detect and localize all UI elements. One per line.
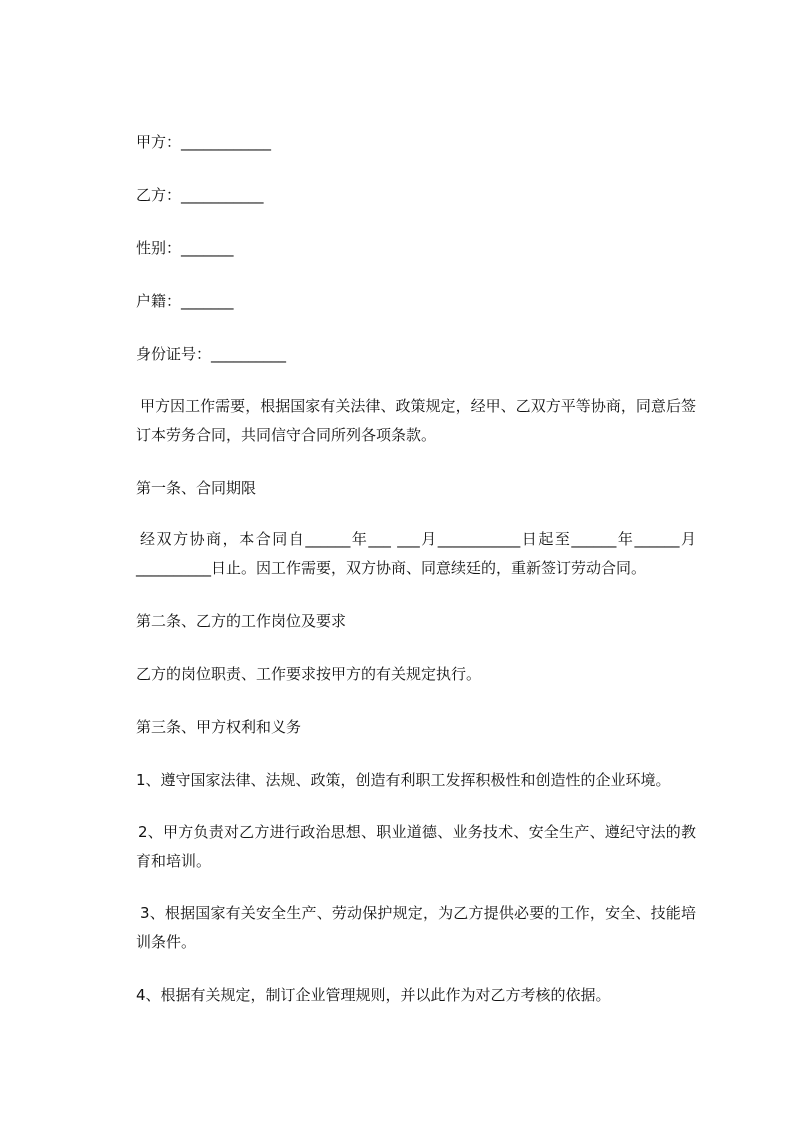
article-3-item-4: 4、根据有关规定，制订企业管理规则，并以此作为对乙方考核的依据。 [136,986,611,1004]
article-1-title: 第一条、合同期限 [136,479,257,497]
article-2-title: 第二条、乙方的工作岗位及要求 [136,612,347,630]
article-2-body: 乙方的岗位职责、工作要求按甲方的有关规定执行。 [136,665,482,683]
article-3-item-1: 1、遵守国家法律、法规、政策，创造有利职工发挥积极性和创造性的企业环境。 [136,771,671,789]
article-3-item-2: 2、甲方负责对乙方进行政治思想、职业道德、业务技术、安全生产、遵纪守法的教育和培训。 [136,823,696,870]
gender-field: 性别：_______ [136,239,234,257]
intro-paragraph: 甲方因工作需要，根据国家有关法律、政策规定，经甲、乙双方平等协商，同意后签订本劳务合同，共同信守合同所列各项条款。 [136,397,696,444]
party-b-field: 乙方：___________ [136,186,264,204]
household-field: 户籍：_______ [136,292,234,310]
article-1-body: 经双方协商，本合同自______年___ ___月___________日起至______年______月__________日止。因工作需要，双方协商、同意续廷的，重新签订劳动合同。 [136,530,696,577]
article-3-title: 第三条、甲方权利和义务 [136,718,302,736]
article-3-item-3: 3、根据国家有关安全生产、劳动保护规定，为乙方提供必要的工作，安全、技能培训条件。 [136,904,696,951]
id-number-field: 身份证号：__________ [136,345,287,363]
party-a-field: 甲方：____________ [136,133,272,151]
